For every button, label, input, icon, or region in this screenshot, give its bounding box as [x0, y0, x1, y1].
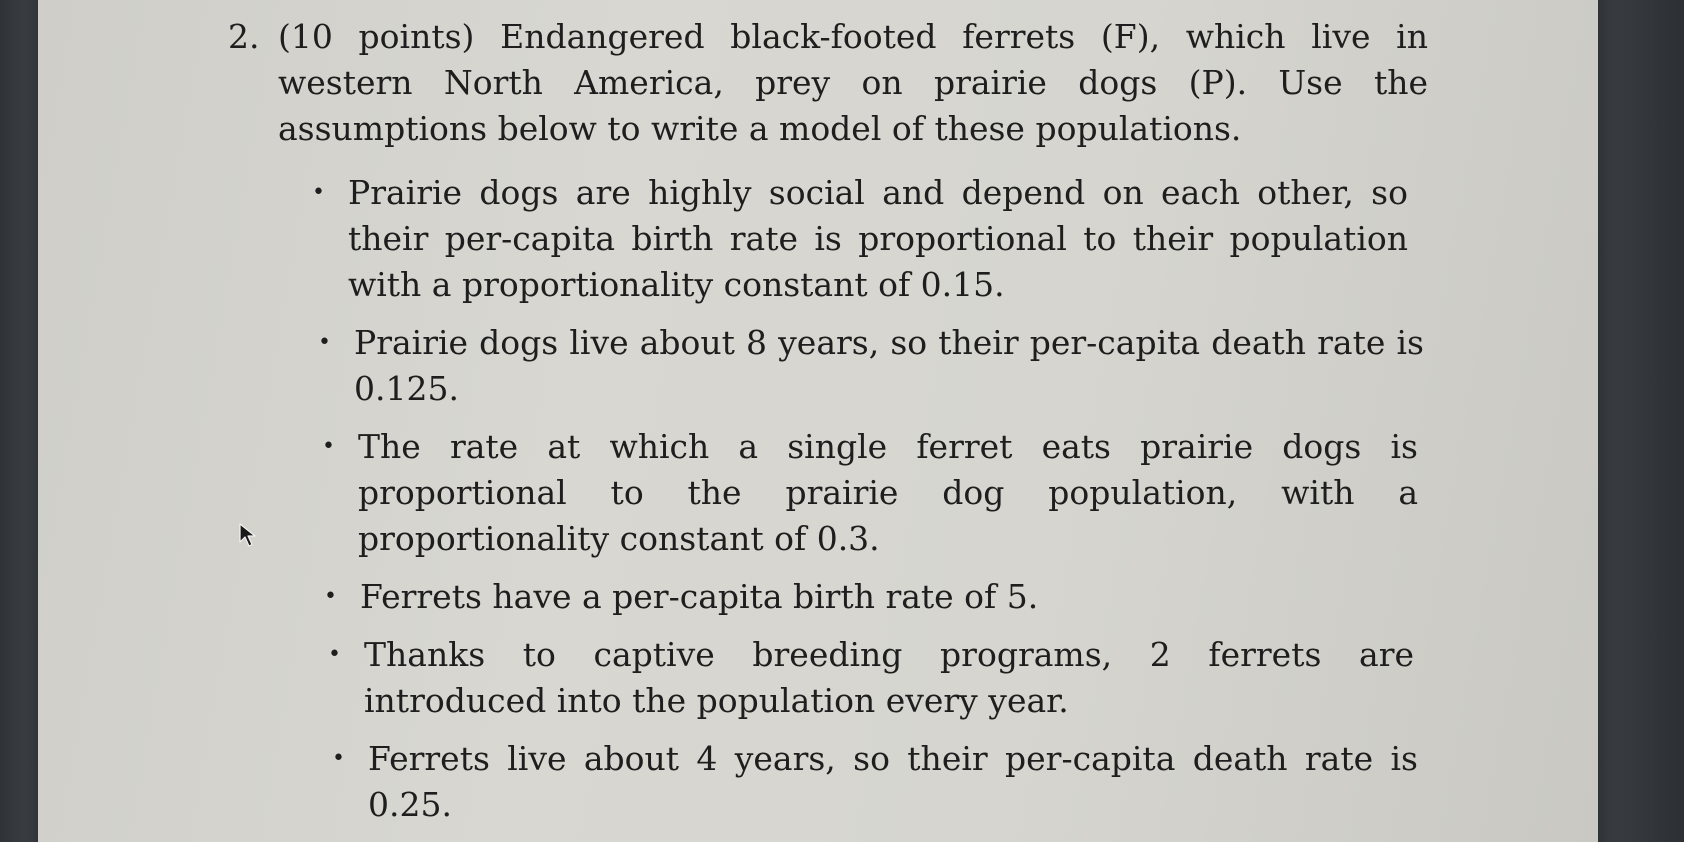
- assumption-item: [328, 632, 1414, 724]
- assumption-text: Ferrets have a per-capita birth rate of 5.: [360, 577, 1039, 616]
- assumption-item: [318, 320, 1424, 412]
- mouse-pointer-icon: [238, 522, 260, 548]
- bullet-icon: •: [318, 330, 331, 355]
- assumption-text: Prairie dogs live about 8 years, so their per-capita death rate is 0.125.: [354, 323, 1424, 408]
- assumptions-list: [228, 170, 1428, 828]
- problem-number: 2.: [228, 17, 260, 56]
- bullet-icon: •: [332, 746, 345, 771]
- assumption-text: Prairie dogs are highly social and depend on each other, so their per-capita birth rate is proportional to their population with a proportionality constant of 0.15.: [348, 173, 1408, 304]
- bullet-icon: •: [312, 180, 325, 205]
- problem-text: (10 points) Endangered black-footed ferrets (F), which live in western North America, prey on prairie dogs (P). Use the assumptions below to write a model of these populations.: [278, 17, 1428, 148]
- problem-statement: [228, 14, 1428, 152]
- assumption-text: The rate at which a single ferret eats prairie dogs is proportional to the prairie dog population, with a proportionality constant of 0.3.: [358, 427, 1418, 558]
- bullet-icon: •: [322, 434, 335, 459]
- assumption-item: [312, 170, 1408, 308]
- assumption-item: [332, 736, 1418, 828]
- bullet-icon: •: [328, 642, 341, 667]
- problem-content: [228, 14, 1428, 840]
- assumption-text: Thanks to captive breeding programs, 2 ferrets are introduced into the population every year.: [364, 635, 1414, 720]
- assumption-item: [322, 424, 1418, 562]
- bullet-icon: •: [324, 584, 337, 609]
- assumption-item: [324, 574, 1420, 620]
- assumption-text: Ferrets live about 4 years, so their per-capita death rate is 0.25.: [368, 739, 1418, 824]
